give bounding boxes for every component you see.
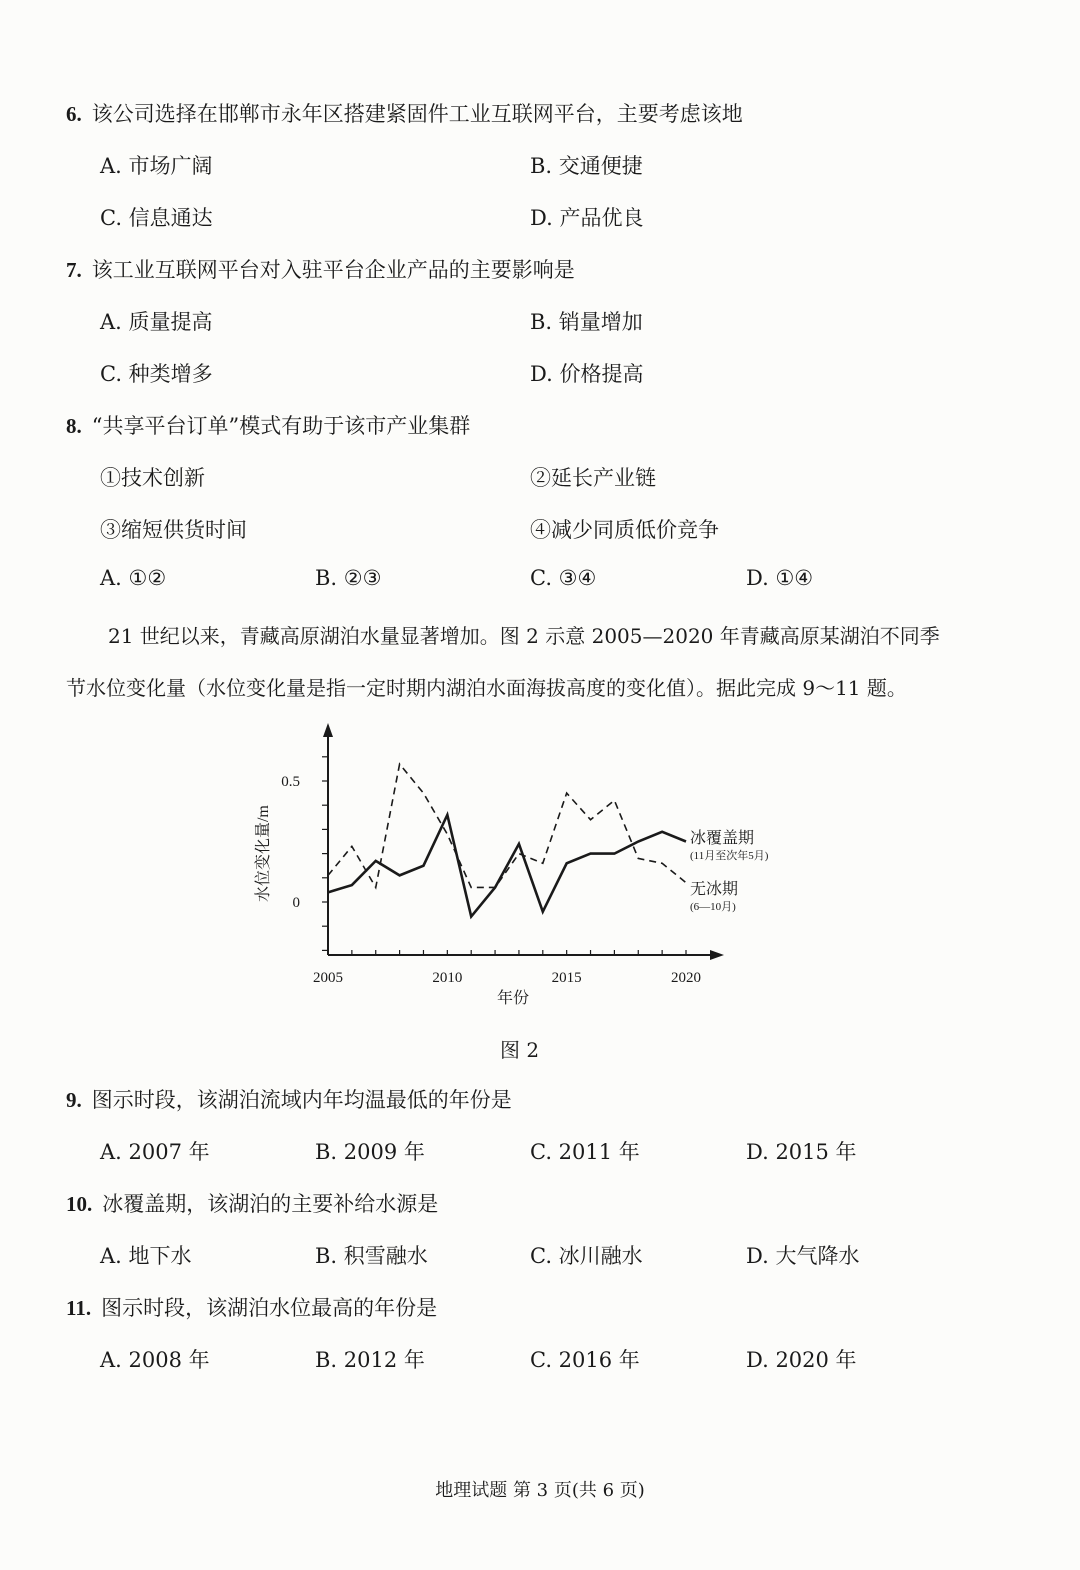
option-b[interactable]: B. 交通便捷 — [530, 154, 643, 178]
question-stem: 该公司选择在邯郸市永年区搭建紧固件工业互联网平台，主要考虑该地 — [91, 102, 743, 126]
option-a[interactable]: A. 2007 年 — [100, 1140, 210, 1164]
question-7 — [66, 254, 575, 284]
option-b[interactable]: B. 2009 年 — [315, 1140, 425, 1164]
question-number: 7. — [66, 258, 82, 282]
question-number: 6. — [66, 102, 82, 126]
question-number: 10. — [66, 1192, 93, 1216]
water-level-chart — [240, 715, 820, 1015]
statement-2: ②延长产业链 — [530, 466, 656, 490]
chart-ticks — [281, 757, 701, 986]
page-footer: 地理试题 第 3 页(共 6 页) — [435, 1480, 645, 1501]
x-tick-label: 2020 — [671, 970, 701, 986]
option-c[interactable]: C. 信息通达 — [100, 206, 213, 230]
intro-line-2: 节水位变化量（水位变化量是指一定时期内湖泊水面海拔高度的变化值）。据此完成 9～11 题。 — [66, 676, 907, 700]
question-stem: 该工业互联网平台对入驻平台企业产品的主要影响是 — [91, 258, 575, 282]
y-axis-arrow — [323, 723, 333, 737]
x-tick-label: 2015 — [551, 970, 582, 986]
series-label: 无冰期 — [690, 880, 739, 898]
y-tick-label: 0.5 — [281, 774, 300, 790]
question-number: 8. — [66, 414, 82, 438]
question-6 — [66, 98, 743, 128]
question-11 — [66, 1292, 437, 1322]
question-stem: 图示时段，该湖泊水位最高的年份是 — [101, 1296, 438, 1320]
option-a[interactable]: A. 质量提高 — [100, 310, 213, 334]
option-b[interactable]: B. 2012 年 — [315, 1348, 425, 1372]
option-a[interactable]: A. 市场广阔 — [100, 154, 213, 178]
y-axis-title: 水位变化量/m — [255, 805, 272, 903]
option-a[interactable]: A. 2008 年 — [100, 1348, 210, 1372]
option-d[interactable]: D. 2020 年 — [746, 1348, 857, 1372]
option-c[interactable]: C. 2016 年 — [530, 1348, 640, 1372]
x-tick-label: 2010 — [432, 970, 463, 986]
question-9 — [66, 1084, 512, 1114]
option-d[interactable]: D. ①④ — [746, 566, 814, 590]
chart-axes — [323, 723, 724, 960]
option-b[interactable]: B. 销量增加 — [530, 310, 643, 334]
option-d[interactable]: D. 2015 年 — [746, 1140, 857, 1164]
series-line-ice-cover — [328, 815, 686, 917]
option-d[interactable]: D. 大气降水 — [746, 1244, 860, 1268]
question-8 — [66, 410, 470, 440]
question-stem: 冰覆盖期，该湖泊的主要补给水源是 — [102, 1192, 439, 1216]
option-d[interactable]: D. 产品优良 — [530, 206, 644, 230]
series-label: 冰覆盖期 — [690, 830, 755, 848]
option-a[interactable]: A. ①② — [100, 566, 167, 590]
option-c[interactable]: C. 种类增多 — [100, 362, 213, 386]
statement-3: ③缩短供货时间 — [100, 518, 247, 542]
question-10 — [66, 1188, 438, 1218]
option-d[interactable]: D. 价格提高 — [530, 362, 644, 386]
option-c[interactable]: C. 冰川融水 — [530, 1244, 643, 1268]
intro-line-1: 21 世纪以来，青藏高原湖泊水量显著增加。图 2 示意 2005—2020 年青藏高原某湖泊不同季 — [108, 624, 940, 648]
x-axis-title: 年份 — [496, 990, 530, 1007]
question-number: 9. — [66, 1088, 82, 1112]
series-note: (6—10月) — [690, 900, 736, 913]
option-c[interactable]: C. 2011 年 — [530, 1140, 640, 1164]
x-axis-arrow — [710, 950, 724, 960]
series-note: (11月至次年5月) — [690, 850, 769, 863]
y-tick-label: 0 — [292, 895, 300, 911]
chart-lines — [328, 764, 686, 916]
option-c[interactable]: C. ③④ — [530, 566, 597, 590]
series-line-ice-free — [328, 764, 686, 887]
question-stem: 图示时段，该湖泊流域内年均温最低的年份是 — [91, 1088, 512, 1112]
x-tick-label: 2005 — [313, 970, 343, 986]
option-b[interactable]: B. 积雪融水 — [315, 1244, 428, 1268]
statement-1: ①技术创新 — [100, 466, 205, 490]
statement-4: ④减少同质低价竞争 — [530, 518, 719, 542]
question-stem: “共享平台订单”模式有助于该市产业集群 — [91, 414, 471, 438]
option-a[interactable]: A. 地下水 — [100, 1244, 192, 1268]
question-number: 11. — [66, 1296, 92, 1320]
figure-caption: 图 2 — [500, 1038, 540, 1062]
option-b[interactable]: B. ②③ — [315, 566, 382, 590]
